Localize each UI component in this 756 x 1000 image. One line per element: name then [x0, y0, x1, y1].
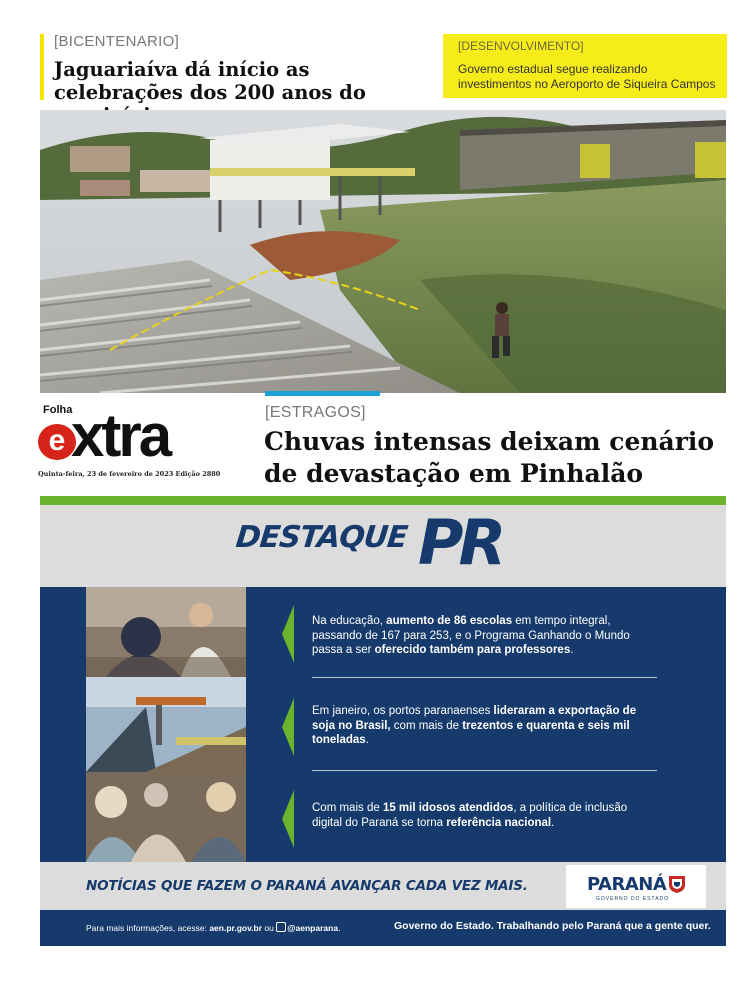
ad-item-text	[312, 704, 657, 748]
ad-item-text	[312, 614, 657, 658]
footer-period: .	[338, 923, 341, 933]
logo-xtra-text: xtra	[71, 402, 170, 469]
ad-item-segment: .	[570, 644, 574, 656]
green-arrow-icon	[282, 698, 294, 756]
parana-government-logo[interactable]	[566, 865, 706, 908]
footer-handle: @aenparana	[287, 923, 339, 933]
logo-folha-text: Folha	[43, 404, 73, 416]
parana-shield-icon	[667, 874, 687, 894]
ad-item-segment: .	[551, 816, 555, 829]
desenvolvimento-headline[interactable]: Governo estadual segue realizando investimentos no Aeroporto de Siqueira Campos	[458, 62, 716, 91]
logo-e-circle: e	[38, 424, 76, 460]
folha-extra-logo[interactable]	[38, 402, 228, 482]
ad-item-highlight: oferecido também para professores	[374, 644, 571, 656]
ad-item-text	[312, 801, 657, 830]
footer-tagline: Governo do Estado. Trabalhando pelo Paraná que a gente quer.	[394, 920, 711, 932]
estragos-tag: [ESTRAGOS]	[265, 404, 366, 421]
ad-item-highlight: trezentos e quarenta e seis mil toneladas	[312, 719, 630, 746]
ad-item-highlight: lideraram a exportação de soja no Brasil,	[312, 705, 637, 732]
ad-item-highlight: aumento de 86 escolas	[386, 615, 513, 627]
ad-item-highlight: 15 mil idosos atendidos	[382, 802, 514, 814]
stadium-damage-photo	[40, 110, 726, 393]
footer-site-link[interactable]: aen.pr.gov.br	[209, 923, 263, 933]
ad-item-segment: .	[365, 734, 369, 746]
yellow-accent-bar	[40, 34, 44, 100]
parana-logo-text: PARANÁ	[587, 874, 667, 895]
estragos-headline[interactable]: Chuvas intensas deixam cenário de devastação em Pinhalão	[264, 427, 715, 488]
ad-slogan: NOTÍCIAS QUE FAZEM O PARANÁ AVANÇAR CADA VEZ MAIS.	[86, 878, 528, 894]
edition-line: Quinta-feira, 23 de fevereiro de 2023 Edição 2880	[38, 470, 221, 478]
footer-info	[86, 922, 340, 933]
destaque-word: DESTAQUE	[234, 520, 409, 555]
pr-word: PR	[418, 506, 502, 579]
footer-instagram[interactable]	[276, 923, 341, 933]
destaque-pr-logo	[234, 506, 556, 580]
green-arrow-icon	[282, 605, 294, 663]
green-divider	[40, 496, 726, 505]
green-arrow-icon	[282, 790, 294, 848]
bicentenario-tag: [BICENTENARIO]	[54, 33, 180, 50]
ad-item-segment: Na educação,	[312, 615, 387, 627]
ad-separator	[312, 677, 657, 678]
ad-item-segment: com mais de	[390, 719, 463, 732]
ad-item-segment: em tempo integral, passando de 167 para 253, e o Programa Ganhando o Mundo passa a ser	[312, 615, 630, 656]
desenvolvimento-tag: [DESENVOLVIMENTO]	[458, 39, 584, 53]
ad-item-highlight: referência nacional	[446, 816, 552, 829]
ad-separator	[312, 770, 657, 771]
accent-tab	[265, 391, 380, 396]
ad-item-segment: Com mais de	[312, 802, 383, 814]
ad-item-segment: , a política de inclusão digital do Paraná se torna	[312, 802, 628, 829]
footer-connector: ou	[262, 923, 277, 933]
footer-prefix: Para mais informações, acesse:	[86, 923, 210, 933]
ad-item-segment: Em janeiro, os portos paranaenses	[312, 705, 494, 717]
parana-logo-subtitle: GOVERNO DO ESTADO	[596, 896, 670, 902]
ad-highlights	[282, 587, 682, 862]
instagram-icon	[276, 922, 286, 932]
ad-photo-strip	[86, 587, 246, 862]
bicentenario-headline[interactable]: Jaguariaíva dá início as celebrações dos 200 anos do	[54, 58, 366, 104]
